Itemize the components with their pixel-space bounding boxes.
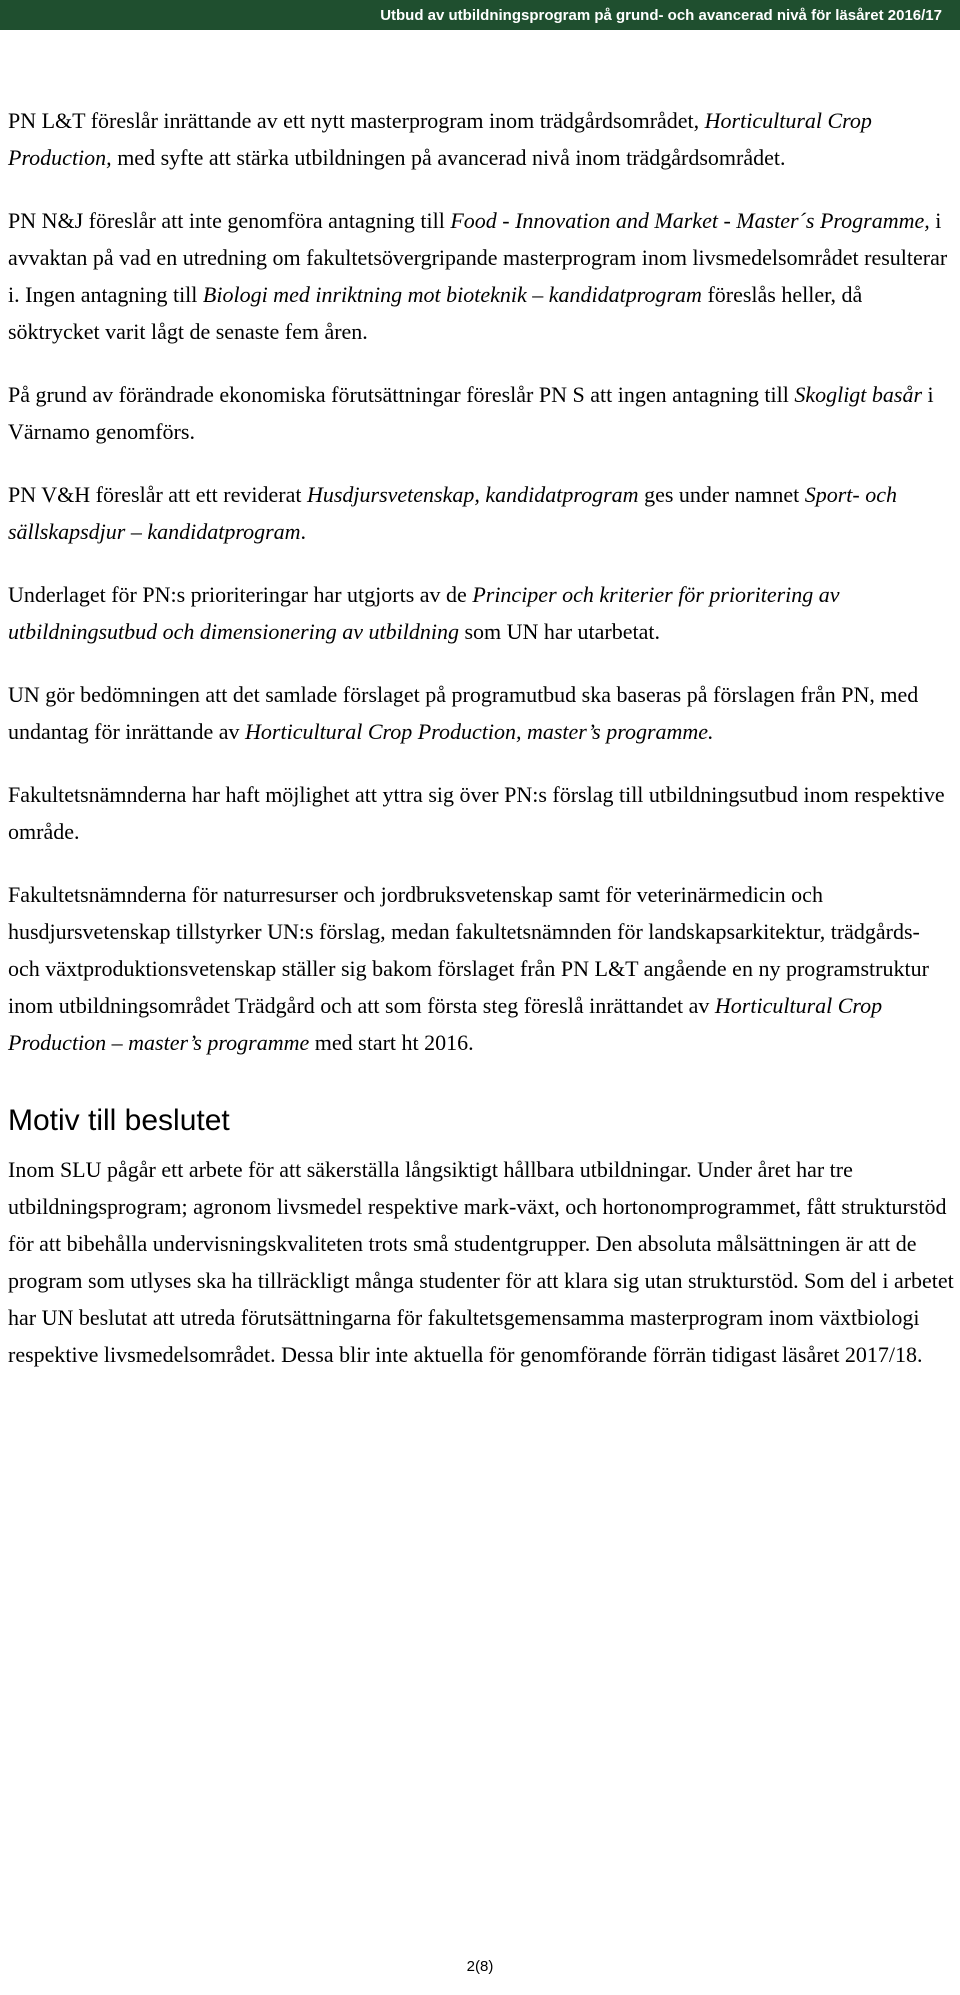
italic-text-run: Horticultural Crop Production,: [8, 108, 872, 170]
document-header-bar: [0, 0, 960, 30]
text-run: På grund av förändrade ekonomiska förutsättningar föreslår PN S att ingen antagning till: [8, 382, 795, 407]
paragraph-un-assessment: [8, 676, 954, 750]
text-run: Fakultetsnämnderna har haft möjlighet att yttra sig över PN:s förslag till utbildningsutbud inom respektive område.: [8, 782, 945, 844]
text-run: i avvaktan på vad en utredning om fakultetsövergripande masterprogram inom livsmedelsområdet resulterar i. Ingen antagning till: [8, 208, 948, 307]
text-run: .: [300, 519, 307, 544]
italic-text-run: Skogligt basår: [794, 382, 923, 407]
paragraph-prioritization-basis: [8, 576, 954, 650]
italic-text-run: Horticultural Crop Production, master’s programme.: [245, 719, 714, 744]
text-run: som UN har utarbetat.: [458, 619, 660, 644]
text-run: Fakultetsnämnderna för naturresurser och jordbruksvetenskap samt för veterinärmedicin och husdjursvetenskap tillstyrker UN:s förslag, medan fakultetsnämnden för landskapsarkitektur, trädgårds- och växtproduktionsvetenskap ställer sig bakom förslaget från PN L&T angående en ny programstruktur inom utbildningsområdet Trädgård och att som första steg föreslå inrättandet av: [8, 882, 929, 1018]
italic-text-run: Food - Innovation and Market - Master´s Programme,: [450, 208, 930, 233]
paragraph-motivation: [8, 1151, 954, 1373]
document-title: Utbud av utbildningsprogram på grund- och avancerad nivå för läsåret 2016/17: [380, 6, 942, 24]
paragraph-food-innovation-proposal: [8, 202, 954, 350]
paragraph-horticultural-proposal: [8, 102, 954, 176]
italic-text-run: Horticultural Crop Production – master’s programme: [8, 993, 883, 1055]
paragraph-faculty-opinion: [8, 776, 954, 850]
page-number: 2(8): [466, 1958, 494, 1975]
text-run: i Värnamo genomförs.: [8, 382, 934, 444]
text-run: PN L&T föreslår inrättande av ett nytt masterprogram inom trädgårdsområdet,: [8, 108, 705, 133]
italic-text-run: Husdjursvetenskap, kandidatprogram: [306, 482, 639, 507]
paragraph-faculty-support: [8, 876, 954, 1061]
document-page: [8, 102, 954, 1399]
text-run: PN V&H föreslår att ett reviderat: [8, 482, 307, 507]
italic-text-run: Sport- och sällskapsdjur – kandidatprogram: [8, 482, 897, 544]
text-run: Inom SLU pågår ett arbete för att säkerställa långsiktigt hållbara utbildningar. Under året har tre utbildningsprogram; agronom livsmedel respektive mark-växt, och hortonomprogrammet, fått strukturstöd för att bibehålla undervisningskvaliteten trots små studentgrupper. Den absoluta målsättningen är att de program som utlyses ska ha tillräckligt många studenter för att klara sig utan strukturstöd. Som del i arbetet har UN beslutat att utreda förutsättningarna för fakultetsgemensamma masterprogram inom växtbiologi respektive livsmedelsområdet. Dessa blir inte aktuella för genomförande förrän tidigast läsåret 2017/18.: [8, 1157, 954, 1367]
text-run: Underlaget för PN:s prioriteringar har utgjorts av de: [8, 582, 473, 607]
text-run: med start ht 2016.: [309, 1030, 474, 1055]
text-run: PN N&J föreslår att inte genomföra antagning till: [8, 208, 451, 233]
italic-text-run: Biologi med inriktning mot bioteknik – kandidatprogram: [202, 282, 702, 307]
section-heading-motiv: Motiv till beslutet: [8, 1104, 230, 1137]
text-run: med syfte att stärka utbildningen på avancerad nivå inom trädgårdsområdet.: [111, 145, 786, 170]
text-run: ges under namnet: [638, 482, 805, 507]
paragraph-skogligt-basar: [8, 376, 954, 450]
italic-text-run: Principer och kriterier för prioritering av utbildningsutbud och dimensionering av utbildning: [8, 582, 840, 644]
text-run: föreslås heller, då söktrycket varit lågt de senaste fem åren.: [8, 282, 863, 344]
paragraph-husdjursvetenskap: [8, 476, 954, 550]
text-run: UN gör bedömningen att det samlade förslaget på programutbud ska baseras på förslagen från PN, med undantag för inrättande av: [8, 682, 919, 744]
